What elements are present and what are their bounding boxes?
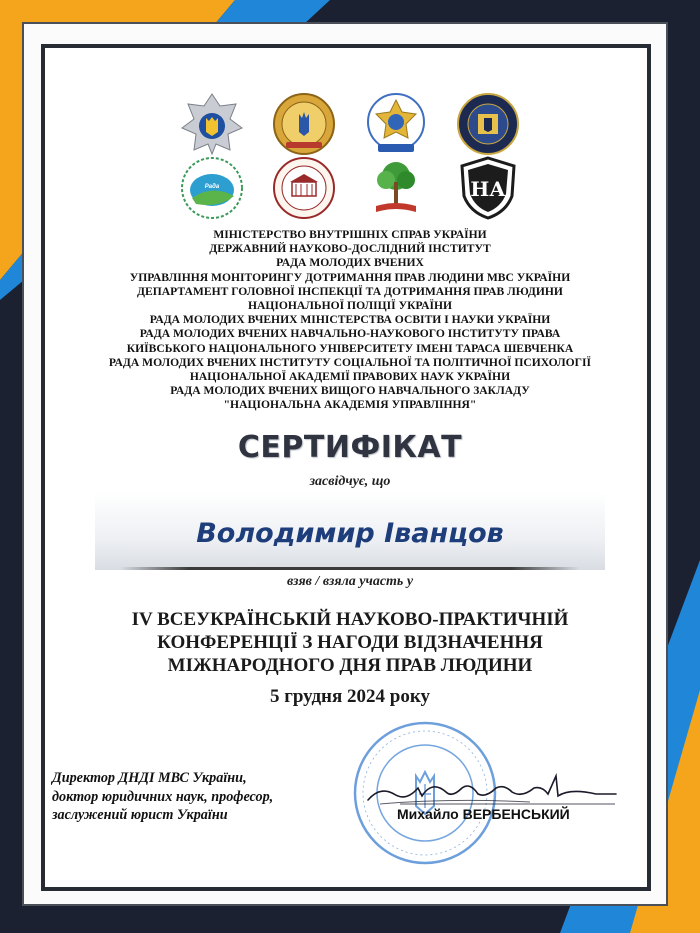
national-academy-emblem-icon bbox=[456, 92, 520, 156]
organization-line: РАДА МОЛОДИХ ВЧЕНИХ ВИЩОГО НАВЧАЛЬНОГО ЗАКЛАДУ bbox=[170, 384, 530, 398]
logo-row-top bbox=[0, 92, 700, 156]
organization-line: РАДА МОЛОДИХ ВЧЕНИХ МІНІСТЕРСТВА ОСВІТИ І НАУКИ УКРАЇНИ bbox=[149, 313, 551, 327]
organization-line: ДЕПАРТАМЕНТ ГОЛОВНОЇ ІНСПЕКЦІЇ ТА ДОТРИМАННЯ ПРАВ ЛЮДИНИ bbox=[137, 284, 563, 298]
young-scientists-council-icon bbox=[364, 92, 428, 156]
conference-line: МІЖНАРОДНОГО ДНЯ ПРАВ ЛЮДИНИ bbox=[167, 655, 533, 676]
conference-line: IV ВСЕУКРАЇНСЬКІЙ НАУКОВО-ПРАКТИЧНІЙ bbox=[131, 609, 569, 630]
organization-line: РАДА МОЛОДИХ ВЧЕНИХ bbox=[276, 256, 424, 270]
signer-title-line: заслужений юрист України bbox=[52, 807, 228, 823]
attests-text: засвідчує, що bbox=[309, 474, 391, 489]
logo-row-bottom bbox=[0, 156, 700, 220]
organization-line: "НАЦІОНАЛЬНА АКАДЕМІЯ УПРАВЛІННЯ" bbox=[223, 398, 477, 412]
conference-date: 5 грудня 2024 року bbox=[269, 686, 431, 707]
tree-of-knowledge-icon bbox=[364, 156, 428, 220]
signer-title-line: доктор юридичних наук, професор, bbox=[52, 788, 274, 805]
organization-line: МІНІСТЕРСТВО ВНУТРІШНІХ СПРАВ УКРАЇНИ bbox=[213, 228, 487, 241]
signer-name: Михайло ВЕРБЕНСЬКИЙ bbox=[397, 806, 570, 822]
university-emblem-icon bbox=[272, 156, 336, 220]
police-emblem-icon bbox=[180, 92, 244, 156]
organization-line: КИЇВСЬКОГО НАЦІОНАЛЬНОГО УНІВЕРСИТЕТУ ІМЕНІ ТАРАСА ШЕВЧЕНКА bbox=[126, 341, 574, 355]
ministry-emblem-icon bbox=[272, 92, 336, 156]
organization-line: РАДА МОЛОДИХ ВЧЕНИХ НАВЧАЛЬНО-НАУКОВОГО ІНСТИТУТУ ПРАВА bbox=[139, 327, 561, 341]
svg-text:НА: НА bbox=[470, 177, 506, 201]
conference-line: КОНФЕРЕНЦІЇ З НАГОДИ ВІДЗНАЧЕННЯ bbox=[157, 632, 543, 653]
participated-text: взяв / взяла участь у bbox=[286, 574, 414, 589]
conference-title bbox=[0, 608, 700, 677]
recipient-name: Володимир Іванцов bbox=[196, 518, 504, 549]
signer-title-line: Директор ДНДІ МВС України, bbox=[52, 770, 247, 786]
organization-line: НАЦІОНАЛЬНОЇ АКАДЕМІЇ ПРАВОВИХ НАУК УКРАЇНИ bbox=[189, 370, 511, 384]
name-underline bbox=[120, 567, 580, 570]
organization-line: РАДА МОЛОДИХ ВЧЕНИХ ІНСТИТУТУ СОЦІАЛЬНОЇ ТА ПОЛІТИЧНОЇ ПСИХОЛОГІЇ bbox=[108, 355, 592, 369]
organization-line: НАЦІОНАЛЬНОЇ ПОЛІЦІЇ УКРАЇНИ bbox=[247, 299, 453, 313]
svg-text:Рада: Рада bbox=[204, 184, 220, 190]
signer-title bbox=[52, 769, 372, 825]
academy-shield-icon bbox=[456, 156, 520, 220]
rada-molodykh-uchenykh-icon bbox=[180, 156, 244, 220]
organization-line: ДЕРЖАВНИЙ НАУКОВО-ДОСЛІДНИЙ ІНСТИТУТ bbox=[209, 242, 491, 256]
organizations-list bbox=[100, 228, 600, 413]
organization-line: УПРАВЛІННЯ МОНІТОРИНГУ ДОТРИМАННЯ ПРАВ ЛЮДИНИ МВС УКРАЇНИ bbox=[129, 270, 571, 284]
certificate-title: СЕРТИФІКАТ bbox=[237, 430, 463, 465]
